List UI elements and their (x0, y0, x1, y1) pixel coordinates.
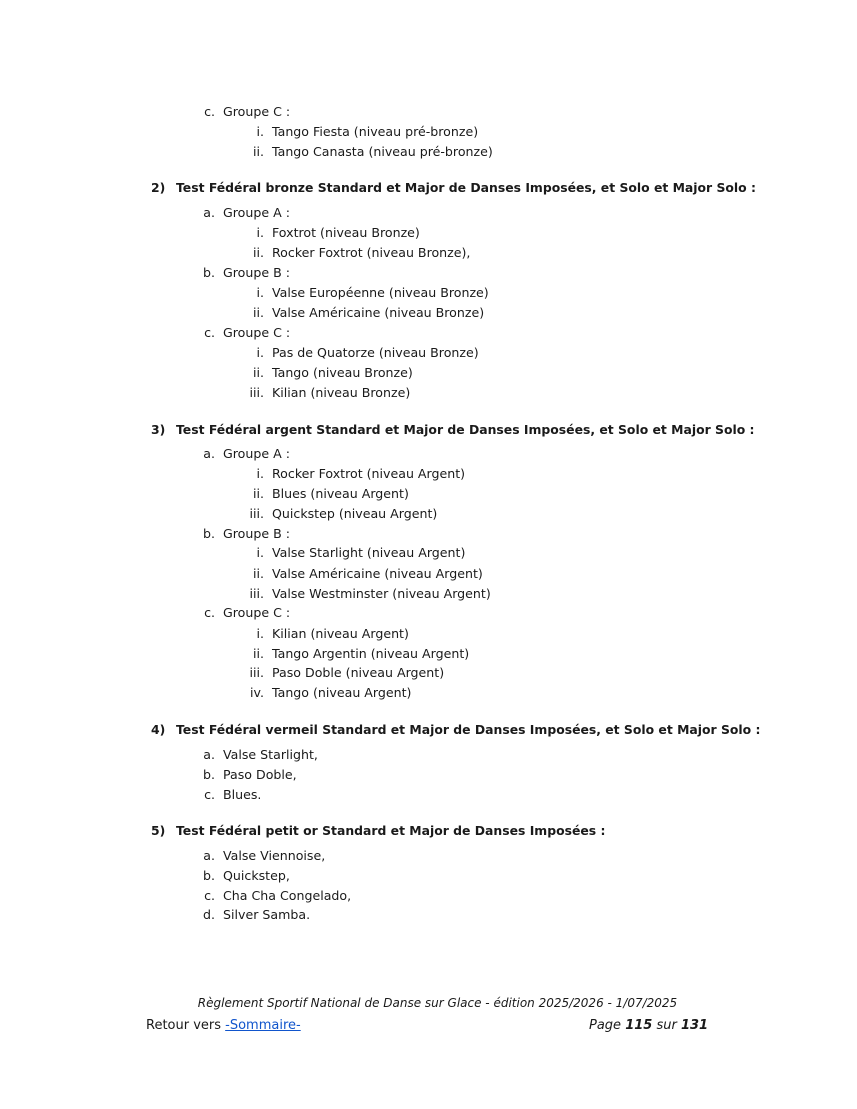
list-item: a. Valse Starlight, (203, 747, 318, 762)
group-label: c. Groupe C : (204, 325, 291, 340)
group-label: b. Groupe B : (203, 265, 290, 280)
list-item: iii. Kilian (niveau Bronze) (249, 385, 411, 400)
list-item: a. Valse Viennoise, (203, 848, 326, 863)
group-label: c. Groupe C : (204, 605, 291, 620)
section-heading: 5) Test Fédéral petit or Standard et Major de Danses Imposées : (151, 823, 606, 838)
list-item: ii. Blues (niveau Argent) (252, 486, 409, 501)
list-item: i. Pas de Quatorze (niveau Bronze) (256, 345, 479, 360)
list-item: i. Valse Européenne (niveau Bronze) (256, 285, 489, 300)
list-item: i. Tango Fiesta (niveau pré-bronze) (256, 124, 479, 139)
list-item: ii. Tango Canasta (niveau pré-bronze) (252, 144, 493, 159)
footer-back: Retour vers -Sommaire- (146, 1018, 301, 1033)
list-item: ii. Rocker Foxtrot (niveau Bronze), (252, 245, 471, 260)
list-item: b. Quickstep, (203, 868, 290, 883)
list-item: i. Kilian (niveau Argent) (256, 626, 409, 641)
footer-title: Règlement Sportif National de Danse sur Glace - édition 2025/2026 - 1/07/2025 (197, 996, 678, 1010)
group-label: b. Groupe B : (203, 526, 290, 541)
list-item: ii. Tango (niveau Bronze) (252, 365, 413, 380)
section-heading: 3) Test Fédéral argent Standard et Major de Danses Imposées, et Solo et Major Solo : (151, 422, 755, 437)
list-item: c. Blues. (204, 787, 262, 802)
list-item: i. Rocker Foxtrot (niveau Argent) (256, 466, 466, 481)
list-item: d. Silver Samba. (203, 907, 311, 922)
list-item: ii. Valse Américaine (niveau Argent) (252, 566, 483, 581)
list-item: ii. Valse Américaine (niveau Bronze) (252, 305, 485, 320)
group-label: a. Groupe A : (203, 446, 290, 461)
list-item: iii. Valse Westminster (niveau Argent) (249, 586, 491, 601)
list-item: ii. Tango Argentin (niveau Argent) (252, 646, 470, 661)
section-heading: 4) Test Fédéral vermeil Standard et Major de Danses Imposées, et Solo et Major Solo : (151, 722, 761, 737)
group-label: c. Groupe C : (204, 104, 291, 119)
list-item: iv. Tango (niveau Argent) (250, 685, 412, 700)
sommaire-link[interactable]: -Sommaire- (225, 1018, 301, 1033)
list-item: iii. Quickstep (niveau Argent) (249, 506, 438, 521)
group-label: a. Groupe A : (203, 205, 290, 220)
list-item: c. Cha Cha Congelado, (204, 888, 352, 903)
list-item: i. Foxtrot (niveau Bronze) (256, 225, 420, 240)
page-number: Page 115 sur 131 (589, 1018, 709, 1033)
section-heading: 2) Test Fédéral bronze Standard et Major de Danses Imposées, et Solo et Major Solo : (151, 180, 756, 195)
list-item: b. Paso Doble, (203, 767, 297, 782)
list-item: iii. Paso Doble (niveau Argent) (249, 665, 445, 680)
list-item: i. Valse Starlight (niveau Argent) (256, 545, 466, 560)
